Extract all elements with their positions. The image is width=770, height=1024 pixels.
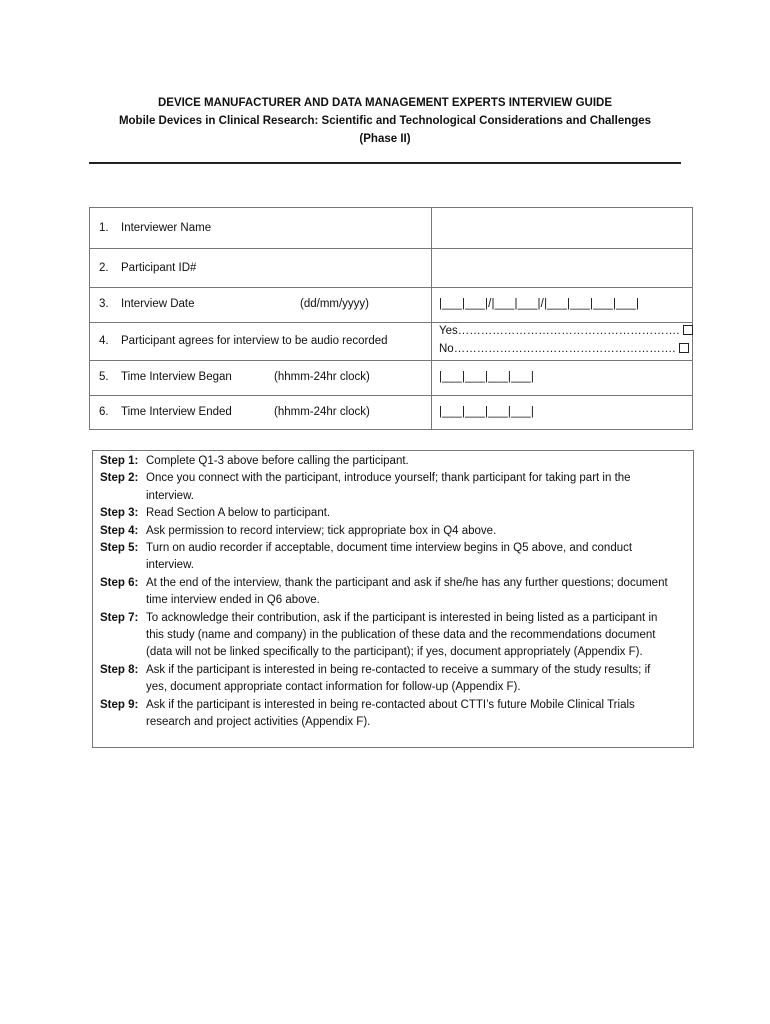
- question-cell: [90, 288, 432, 323]
- question-label-participant-id: Participant ID#: [121, 262, 197, 274]
- table-row: [90, 288, 693, 323]
- interviewer-name-field[interactable]: [432, 208, 693, 249]
- step-label: Step 5:: [100, 542, 139, 555]
- step-text: Ask permission to record interview; tick appropriate box in Q4 above.: [146, 524, 497, 537]
- document-header: [0, 94, 770, 148]
- question-number: 6.: [99, 406, 109, 418]
- step-item: [93, 610, 693, 662]
- step-label: Step 7:: [100, 611, 139, 624]
- step-label: Step 8:: [100, 663, 139, 676]
- question-label-interview-date: Interview Date: [121, 298, 195, 310]
- step-item: [93, 575, 693, 610]
- time-format-hint: (hhmm-24hr clock): [274, 406, 370, 418]
- step-item: [93, 697, 693, 732]
- participant-id-field[interactable]: [432, 249, 693, 288]
- question-label-audio-consent: Participant agrees for interview to be audio recorded: [121, 335, 388, 347]
- step-label: Step 1:: [100, 455, 139, 467]
- step-text: Turn on audio recorder if acceptable, document time interview begins in Q5 above, and conduct interview.: [146, 542, 633, 572]
- consent-option-no[interactable]: [439, 343, 689, 355]
- interview-info-table: [89, 207, 693, 430]
- document-title: DEVICE MANUFACTURER AND DATA MANAGEMENT EXPERTS INTERVIEW GUIDE: [157, 97, 613, 109]
- question-number: 4.: [99, 335, 109, 347]
- step-item: [93, 470, 693, 505]
- step-label: Step 9:: [100, 698, 139, 711]
- document-subtitle: Mobile Devices in Clinical Research: Scientific and Technological Considerations and Challenges: [118, 115, 652, 127]
- step-label: Step 6:: [100, 576, 139, 589]
- question-number: 5.: [99, 371, 109, 383]
- audio-consent-options: [432, 323, 693, 361]
- step-text: Complete Q1-3 above before calling the participant.: [146, 455, 409, 467]
- instructions-box: [92, 450, 694, 748]
- step-text: Once you connect with the participant, introduce yourself; thank participant for taking part in the interview.: [146, 472, 631, 502]
- table-row: [90, 361, 693, 396]
- step-label: Step 4:: [100, 524, 139, 537]
- step-text: At the end of the interview, thank the participant and ask if she/he has any further questions; document time interview ended in Q6 above.: [146, 576, 668, 607]
- step-label: Step 2:: [100, 472, 139, 485]
- step-text: Ask if the participant is interested in being re-contacted about CTTI’s future Mobile Clinical Trials research and project activities (Appendix F).: [146, 698, 635, 729]
- consent-no-label: No………………………………………………….: [439, 343, 676, 355]
- step-item: [93, 540, 693, 575]
- question-label-interviewer-name: Interviewer Name: [121, 222, 212, 234]
- table-row: [90, 249, 693, 288]
- table-row: [90, 396, 693, 430]
- checkbox-no[interactable]: [679, 343, 689, 353]
- step-label: Step 3:: [100, 507, 139, 520]
- step-item: [93, 453, 693, 470]
- step-item: [93, 505, 693, 522]
- question-cell: [90, 249, 432, 288]
- table-row: [90, 208, 693, 249]
- question-cell: [90, 323, 432, 361]
- step-text: Read Section A below to participant.: [146, 507, 331, 520]
- step-item: [93, 523, 693, 540]
- time-began-blanks: |___|___|___|___|: [439, 371, 535, 383]
- consent-option-yes[interactable]: [439, 325, 693, 337]
- checkbox-yes[interactable]: [683, 325, 693, 335]
- step-text: Ask if the participant is interested in being re-contacted to receive a summary of the study results; if yes, document appropriate contact information for follow-up (Appendix F).: [146, 663, 651, 694]
- header-divider: [89, 162, 681, 164]
- question-number: 3.: [99, 298, 109, 310]
- time-ended-field[interactable]: [432, 396, 693, 430]
- table-row: [90, 323, 693, 361]
- time-format-hint: (hhmm-24hr clock): [274, 371, 370, 383]
- step-item: [93, 662, 693, 697]
- question-label-time-began: Time Interview Began: [121, 371, 232, 383]
- question-number: 2.: [99, 262, 109, 274]
- consent-yes-label: Yes………………………………………………….: [439, 325, 680, 337]
- time-began-field[interactable]: [432, 361, 693, 396]
- question-cell: [90, 361, 432, 396]
- question-number: 1.: [99, 222, 109, 234]
- step-text: To acknowledge their contribution, ask if the participant is interested in being listed as a participant in this study (name and company) in the publication of these data and the recommendations document (data will not be linked specifically to the participant); if yes, document appropriately (Appendix F).: [146, 611, 658, 659]
- question-label-time-ended: Time Interview Ended: [121, 406, 232, 418]
- interview-date-field[interactable]: [432, 288, 693, 323]
- question-cell: [90, 208, 432, 249]
- date-format-hint: (dd/mm/yyyy): [300, 298, 369, 310]
- time-ended-blanks: |___|___|___|___|: [439, 406, 535, 418]
- date-blanks: |___|___|/|___|___|/|___|___|___|___|: [439, 298, 640, 310]
- question-cell: [90, 396, 432, 430]
- document-phase: (Phase II): [359, 133, 411, 145]
